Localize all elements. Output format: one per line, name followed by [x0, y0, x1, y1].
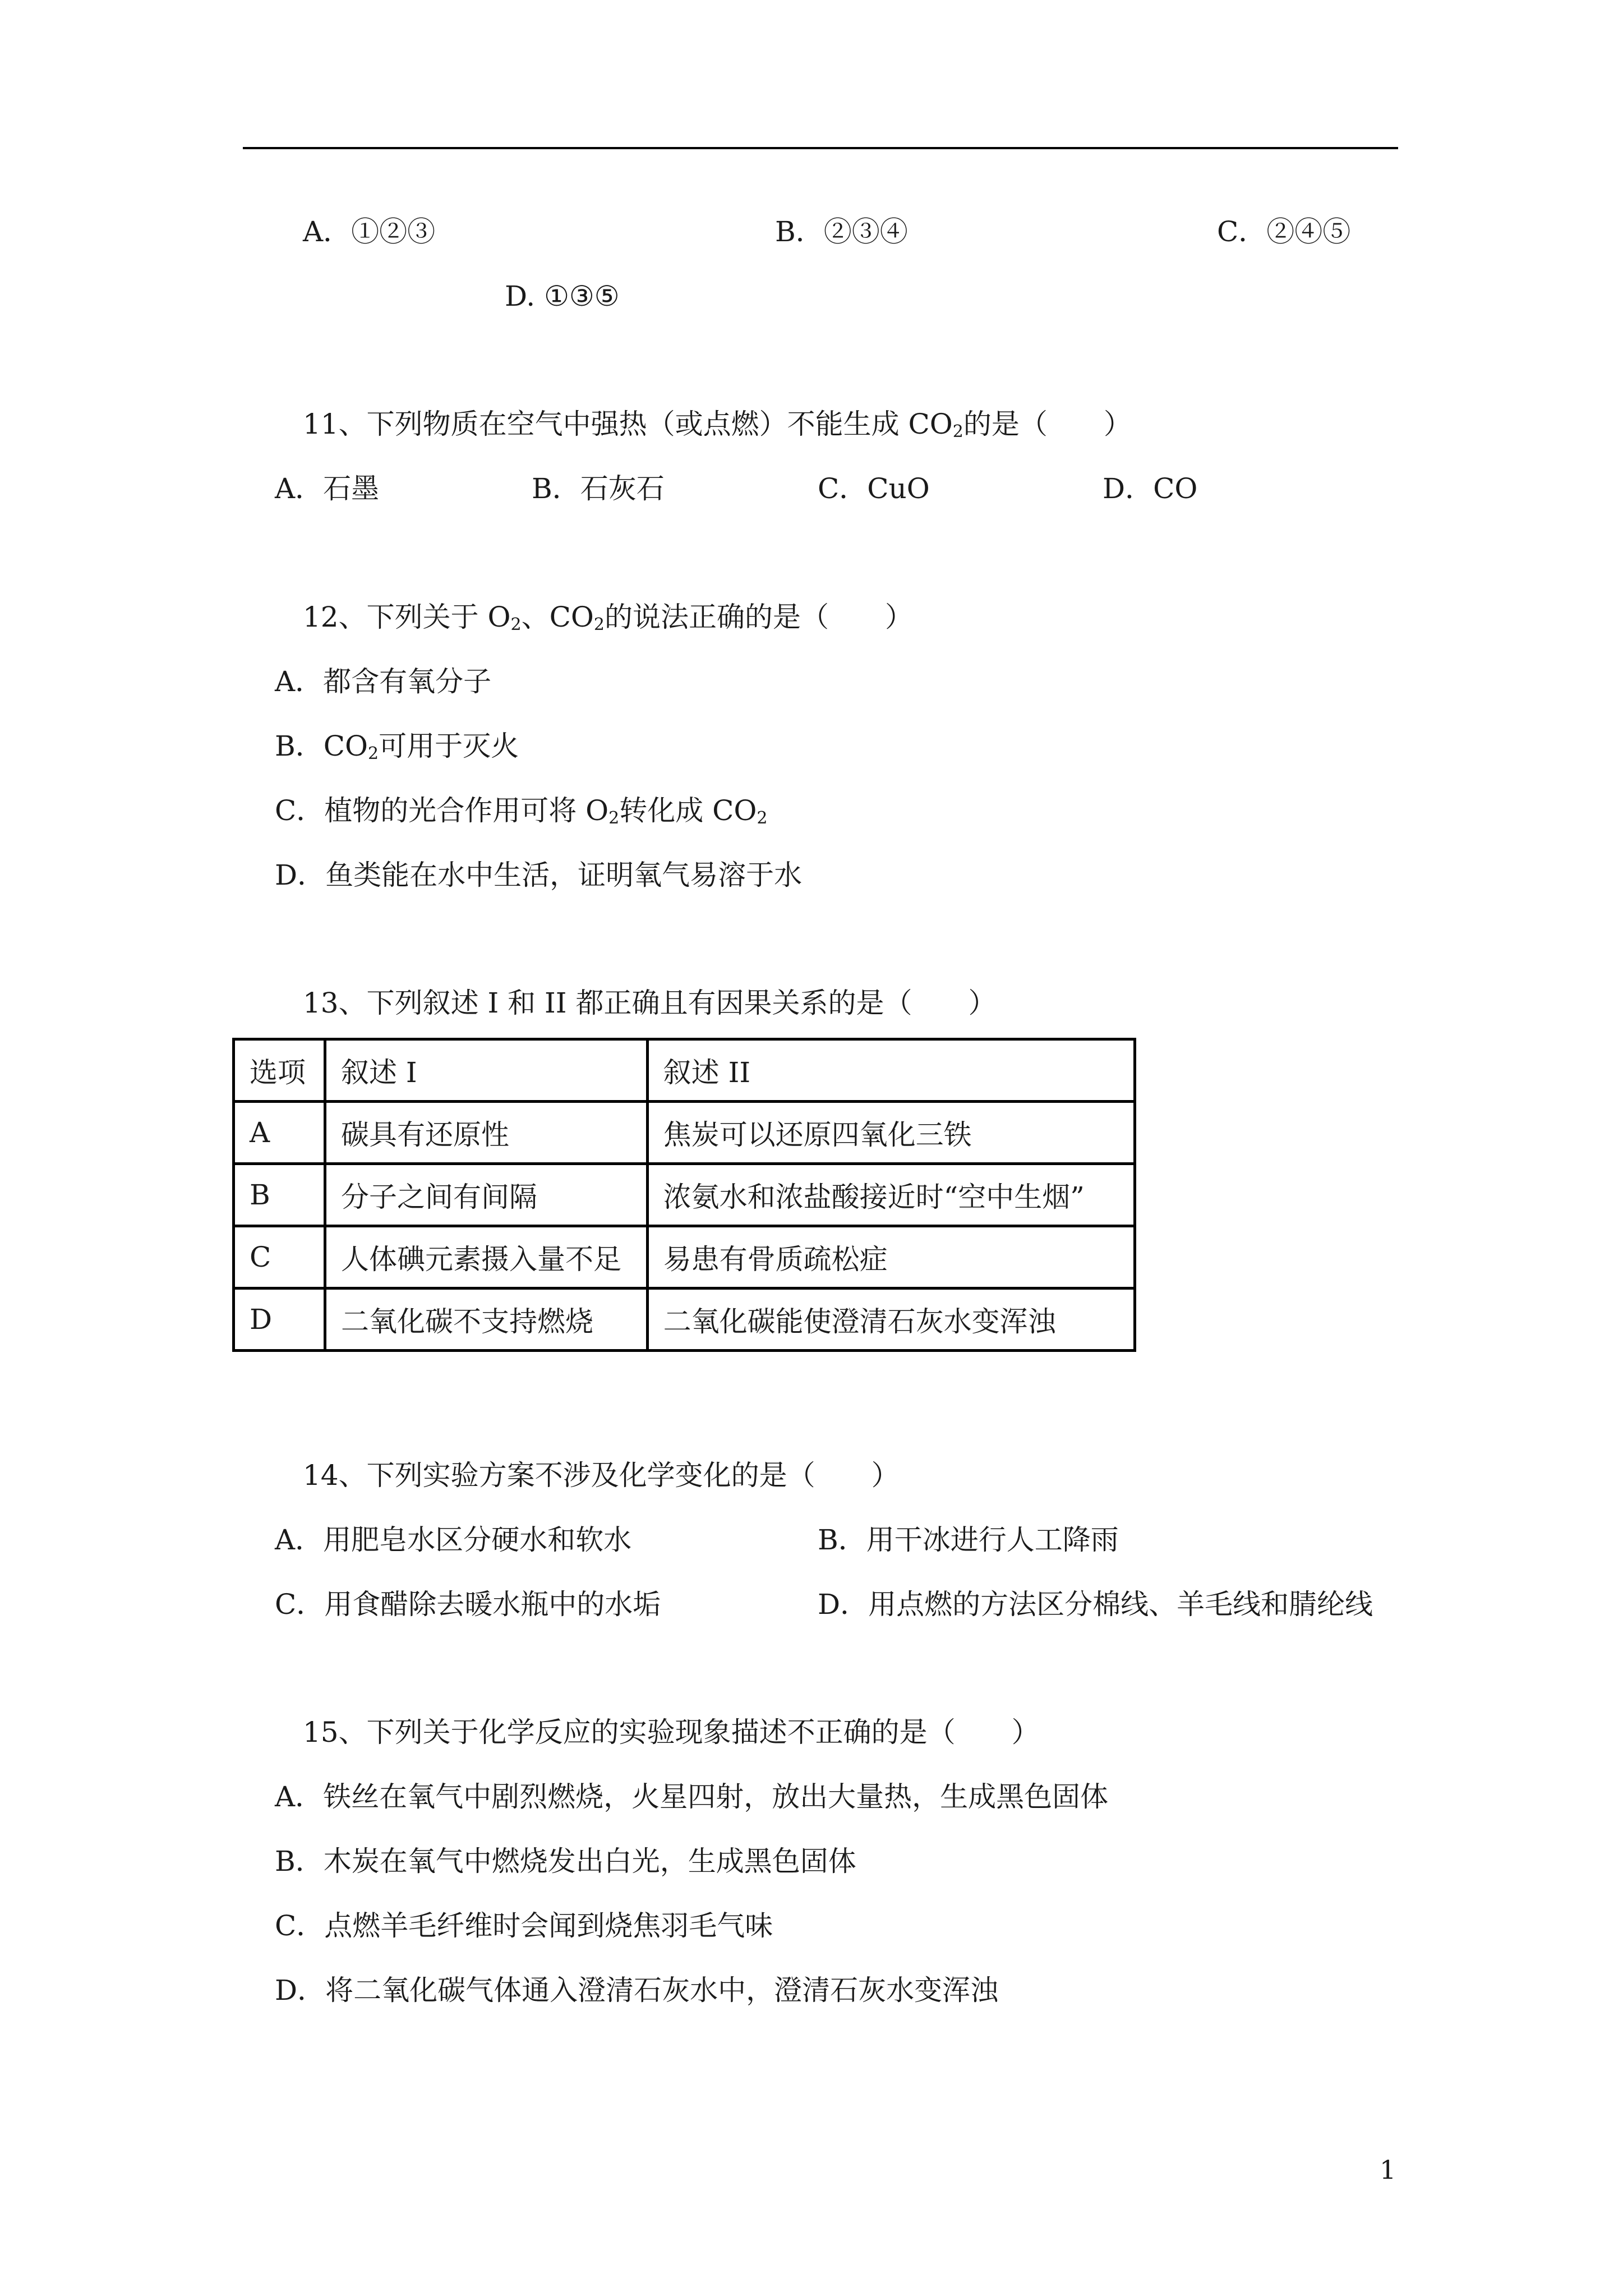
q13-stem: 13、下列叙述 I 和 II 都正确且有因果关系的是（ ）: [303, 987, 997, 1019]
table-cell: 易患有骨质疏松症: [647, 1226, 1135, 1289]
q15-option-d: D．将二氧化碳气体通入澄清石灰水中，澄清石灰水变浑浊: [275, 1974, 999, 2007]
table-cell: A: [234, 1102, 325, 1164]
q13-table: [232, 1038, 1136, 1352]
q15-option-b: B．木炭在氧气中燃烧发出白光，生成黑色固体: [275, 1845, 856, 1878]
q14-option-a: A．用肥皂水区分硬水和软水: [275, 1524, 632, 1556]
q15-stem: 15、下列关于化学反应的实验现象描述不正确的是（ ）: [303, 1716, 1040, 1749]
table-cell: 二氧化碳不支持燃烧: [325, 1289, 648, 1351]
table-cell: B: [234, 1164, 325, 1226]
table-cell: 人体碘元素摄入量不足: [325, 1226, 648, 1289]
table-row: [234, 1102, 1135, 1164]
q15-option-c: C．点燃羊毛纤维时会闻到烧焦羽毛气味: [275, 1910, 773, 1942]
q12-option-c: C．植物的光合作用可将 $O_2$转化成 $CO_2$: [275, 794, 768, 828]
table-header-cell: 叙述 II: [647, 1039, 1135, 1102]
table-cell: 浓氨水和浓盐酸接近时“空中生烟”: [647, 1164, 1135, 1226]
table-cell: 碳具有还原性: [325, 1102, 648, 1164]
q10-option-c: C．②④⑤: [1217, 215, 1351, 248]
table-header-cell: 选项: [234, 1039, 325, 1102]
header-rule: [243, 147, 1398, 149]
table-cell: 二氧化碳能使澄清石灰水变浑浊: [647, 1289, 1135, 1351]
q12-stem: 12、下列关于 $O_2$、$CO_2$的说法正确的是（ ）: [303, 601, 913, 634]
table-row: [234, 1164, 1135, 1226]
table-row: [234, 1226, 1135, 1289]
q10-option-b: B．②③④: [775, 215, 908, 248]
q10-option-a: A．①②③: [303, 215, 436, 248]
table-cell: 焦炭可以还原四氧化三铁: [647, 1102, 1135, 1164]
q12-option-d: D．鱼类能在水中生活，证明氧气易溶于水: [275, 859, 803, 891]
page-number: 1: [1380, 2155, 1396, 2185]
q12-option-a: A．都含有氧分子: [275, 665, 492, 698]
q14-option-b: B．用干冰进行人工降雨: [818, 1524, 1119, 1556]
table-header-cell: 叙述 I: [325, 1039, 648, 1102]
q15-option-a: A．铁丝在氧气中剧烈燃烧，火星四射，放出大量热，生成黑色固体: [275, 1780, 1109, 1813]
q11-option-a: A．石墨: [275, 472, 380, 505]
q12-option-b: B．$CO_2$可用于灭火: [275, 730, 519, 763]
q14-option-d: D．用点燃的方法区分棉线、羊毛线和腈纶线: [818, 1588, 1373, 1621]
table-cell: C: [234, 1226, 325, 1289]
q14-option-c: C．用食醋除去暖水瓶中的水垢: [275, 1588, 661, 1621]
q14-stem: 14、下列实验方案不涉及化学变化的是（ ）: [303, 1459, 900, 1492]
table-cell: 分子之间有间隔: [325, 1164, 648, 1226]
q10-option-d: D. ①③⑤: [505, 280, 620, 312]
table-row: [234, 1289, 1135, 1351]
q11-option-d: D．CO: [1103, 472, 1198, 505]
q11-stem: 11、下列物质在空气中强热（或点燃）不能生成 $CO_2$的是（ ）: [303, 408, 1132, 441]
q11-option-c: C．CuO: [818, 472, 930, 505]
table-header-row: [234, 1039, 1135, 1102]
table-cell: D: [234, 1289, 325, 1351]
q11-option-b: B．石灰石: [532, 472, 665, 505]
